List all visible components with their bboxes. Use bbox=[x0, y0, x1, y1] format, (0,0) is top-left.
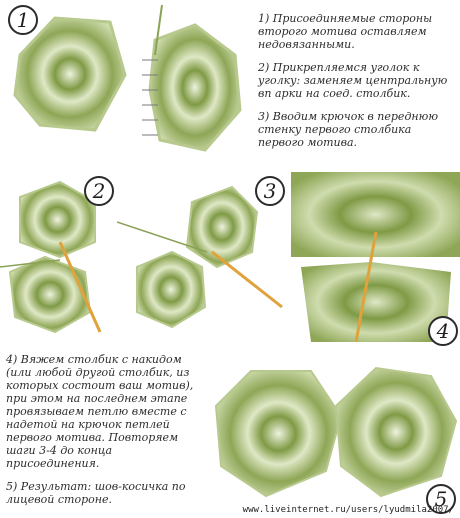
instruction-1: 1) Присоединяемые стороны второго мотива оставляем недовязанными. bbox=[258, 12, 433, 51]
step-number-3: 3 bbox=[255, 176, 285, 206]
instruction-4: 4) Вяжем столбик с накидом (или любой другой столбик, из которых состоит ваш мотив), при этом на последнем этапе провязываем петлю вместе с надетой на крючок петлей первого мотива. Повторяем шаги 3-4 до конца присоединения. bbox=[6, 353, 194, 470]
step-number-5: 5 bbox=[426, 484, 456, 514]
step-number-1: 1 bbox=[8, 5, 38, 35]
motif-right bbox=[150, 25, 240, 150]
step-number-4: 4 bbox=[428, 316, 458, 346]
photo-step-1 bbox=[0, 0, 250, 170]
step-number-2: 2 bbox=[84, 176, 114, 206]
photo-step-4 bbox=[291, 172, 460, 342]
photo-step-5 bbox=[206, 346, 460, 518]
instructions-1-3 bbox=[258, 12, 456, 159]
motif-left bbox=[15, 18, 125, 130]
instructions-4-5 bbox=[6, 353, 204, 516]
watermark-url: www.liveinternet.ru/users/lyudmila2007/ bbox=[242, 505, 454, 515]
instruction-2: 2) Прикрепляемся уголок к уголку: заменяем центральную вп арки на соед. столбик. bbox=[258, 61, 448, 100]
instruction-3: 3) Вводим крючок в переднюю стенку первого столбика первого мотива. bbox=[258, 110, 439, 149]
instruction-5: 5) Результат: шов-косичка по лицевой стороне. bbox=[6, 480, 186, 506]
